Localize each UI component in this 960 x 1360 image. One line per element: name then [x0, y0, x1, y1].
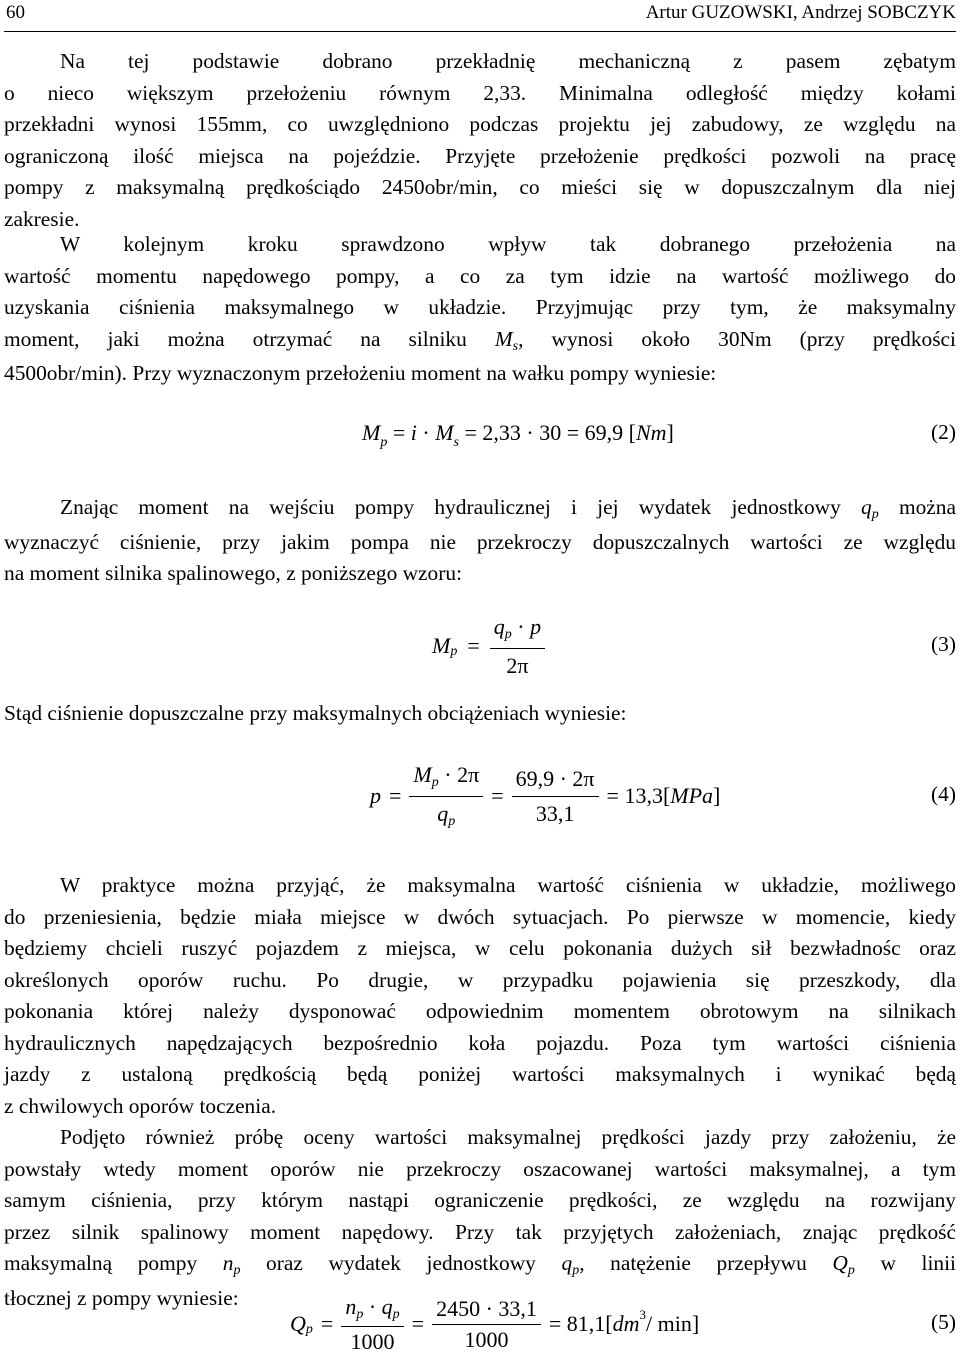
fraction: $\frac{qp \cdot p}{2\pi}$	[490, 610, 545, 683]
text-line: na moment silnika spalinowego, z poniższego wzoru:	[4, 561, 463, 585]
page-number: 60	[6, 2, 25, 23]
text-line: zakresie.	[4, 206, 80, 231]
running-head-authors: Artur GUZOWSKI, Andrzej SOBCZYK	[645, 2, 956, 23]
text-line: do przeniesienia, będzie miała miejsce w dwóch sytuacjach. Po pierwsze w momencie, kiedy	[4, 904, 956, 929]
paragraph-6	[4, 1122, 956, 1314]
text-line: ograniczoną ilość miejsca na pojeździe. Przyjęte przełożenie prędkości pozwoli na pracę	[4, 143, 956, 168]
equation-body: $M_p = i \cdot M_s = 2,33 \cdot 30 = 69,9$ [Nm]	[362, 420, 674, 450]
equation-body: Q p = $\frac{np \cdot qp}{1000}$ = $\frac{2450 \cdot 33,1}{1000}$ = 81,1[ dm 3 / min]	[290, 1288, 699, 1360]
text-line: wyznaczyć ciśnienie, przy jakim pompa nie przekroczy dopuszczalnych wartości ze względu	[4, 529, 956, 554]
variable-M: M	[494, 326, 513, 351]
fraction: $\frac{np \cdot qp}{1000}$	[341, 1292, 403, 1357]
text-line: pokonania której należy dysponować odpowiednim momentem obrotowym na silnikach	[4, 999, 956, 1023]
text-line: z chwilowych oporów toczenia.	[4, 1093, 277, 1118]
text-line: o nieco większym przełożeniu równym 2,33. Minimalna odległość między kołami	[4, 80, 956, 105]
text-line: będziemy chcieli ruszyć pojazdem z miejsca, w celu pokonania dużych sił bezwładnośc oraz	[4, 936, 956, 960]
equation-number: (4)	[931, 782, 956, 806]
paragraph-3	[4, 492, 956, 590]
text-line: przez silnik spalinowy moment napędowy. Przy tak przyjętych założeniach, znając prędkość	[4, 1219, 956, 1244]
text-line: Na tej podstawie dobrano przekładnię mechaniczną z pasem zębatym	[60, 49, 956, 73]
fraction: $\frac{69,9 \cdot 2\pi}{33,1}$	[512, 762, 599, 831]
paragraph-1	[4, 46, 956, 235]
document-page	[4, 0, 956, 1360]
equation-4	[4, 756, 956, 836]
text-line: maksymalną pompy np oraz wydatek jednostkowy qp, natężenie przepływu Qp w linii	[4, 1251, 956, 1278]
equation-5	[4, 1288, 956, 1360]
equation-3	[4, 606, 956, 686]
text-line: W praktyce można przyjąć, że maksymalna wartość ciśnienia w układzie, możliwego	[60, 873, 956, 897]
paragraph-2	[4, 229, 956, 390]
equation-body: M p = $\frac{qp \cdot p}{2\pi}$	[432, 606, 545, 686]
text-line: samym ciśnienia, przy którym nastąpi ograniczenie prędkości, ze względu na rozwijany	[4, 1188, 956, 1212]
text-line: jazdy z ustaloną prędkością będą poniżej wartości maksymalnych i wynikać będą	[4, 1062, 956, 1086]
text-line: przekładni wynosi 155mm, co uwzględniono podczas projektu jej zabudowy, ze względu na	[4, 112, 956, 136]
fraction: $\frac{2450 \cdot 33,1}{1000}$	[432, 1294, 541, 1355]
text-line: określonych oporów ruchu. Po drugie, w przypadku pojawienia się przeszkody, dla	[4, 967, 956, 992]
text-line: wartość momentu napędowego pompy, a co za tym idzie na wartość możliwego do	[4, 263, 956, 288]
text-line: moment, jaki można otrzymać na silniku Ms, wynosi około 30Nm (przy prędkości	[4, 326, 956, 354]
text-line: powstały wtedy moment oporów nie przekroczy oszacowanej wartości maksymalnej, a tym	[4, 1156, 956, 1181]
paragraph-5	[4, 870, 956, 1122]
equation-number: (2)	[931, 420, 956, 444]
text-line: 4500obr/min). Przy wyznaczonym przełożeniu moment na wałku pompy wyniesie:	[4, 361, 717, 385]
text-line: tłocznej z pompy wyniesie:	[4, 1285, 239, 1310]
fraction: $\frac{Mp \cdot 2\pi}{qp}$	[409, 758, 483, 835]
text-line: W kolejnym kroku sprawdzono wpływ tak dobranego przełożenia na	[60, 232, 956, 256]
equation-body: p = $\frac{Mp \cdot 2\pi}{qp}$ = $\frac{69,9 \cdot 2\pi}{33,1}$ = 13,3[ MPa ]	[370, 756, 720, 836]
text-line: Znając moment na wejściu pompy hydraulicznej i jej wydatek jednostkowy qp można	[60, 495, 956, 522]
text-line: uzyskania ciśnienia maksymalnego w układzie. Przyjmując przy tym, że maksymalny	[4, 295, 956, 319]
header-rule	[4, 31, 956, 32]
text-line: pompy z maksymalną prędkościądo 2450obr/min, co mieści się w dopuszczalnym dla niej	[4, 175, 956, 199]
text-line: Podjęto również próbę oceny wartości maksymalnej prędkości jazdy przy założeniu, że	[60, 1125, 956, 1149]
paragraph-4	[4, 698, 956, 730]
text-line: Stąd ciśnienie dopuszczalne przy maksymalnych obciążeniach wyniesie:	[4, 701, 627, 725]
equation-number: (3)	[931, 632, 956, 656]
page-header	[4, 2, 956, 28]
equation-number: (5)	[931, 1310, 956, 1334]
text-line: hydraulicznych napędzających bezpośrednio koła pojazdu. Poza tym wartości ciśnienia	[4, 1030, 956, 1055]
equation-2	[4, 420, 956, 460]
